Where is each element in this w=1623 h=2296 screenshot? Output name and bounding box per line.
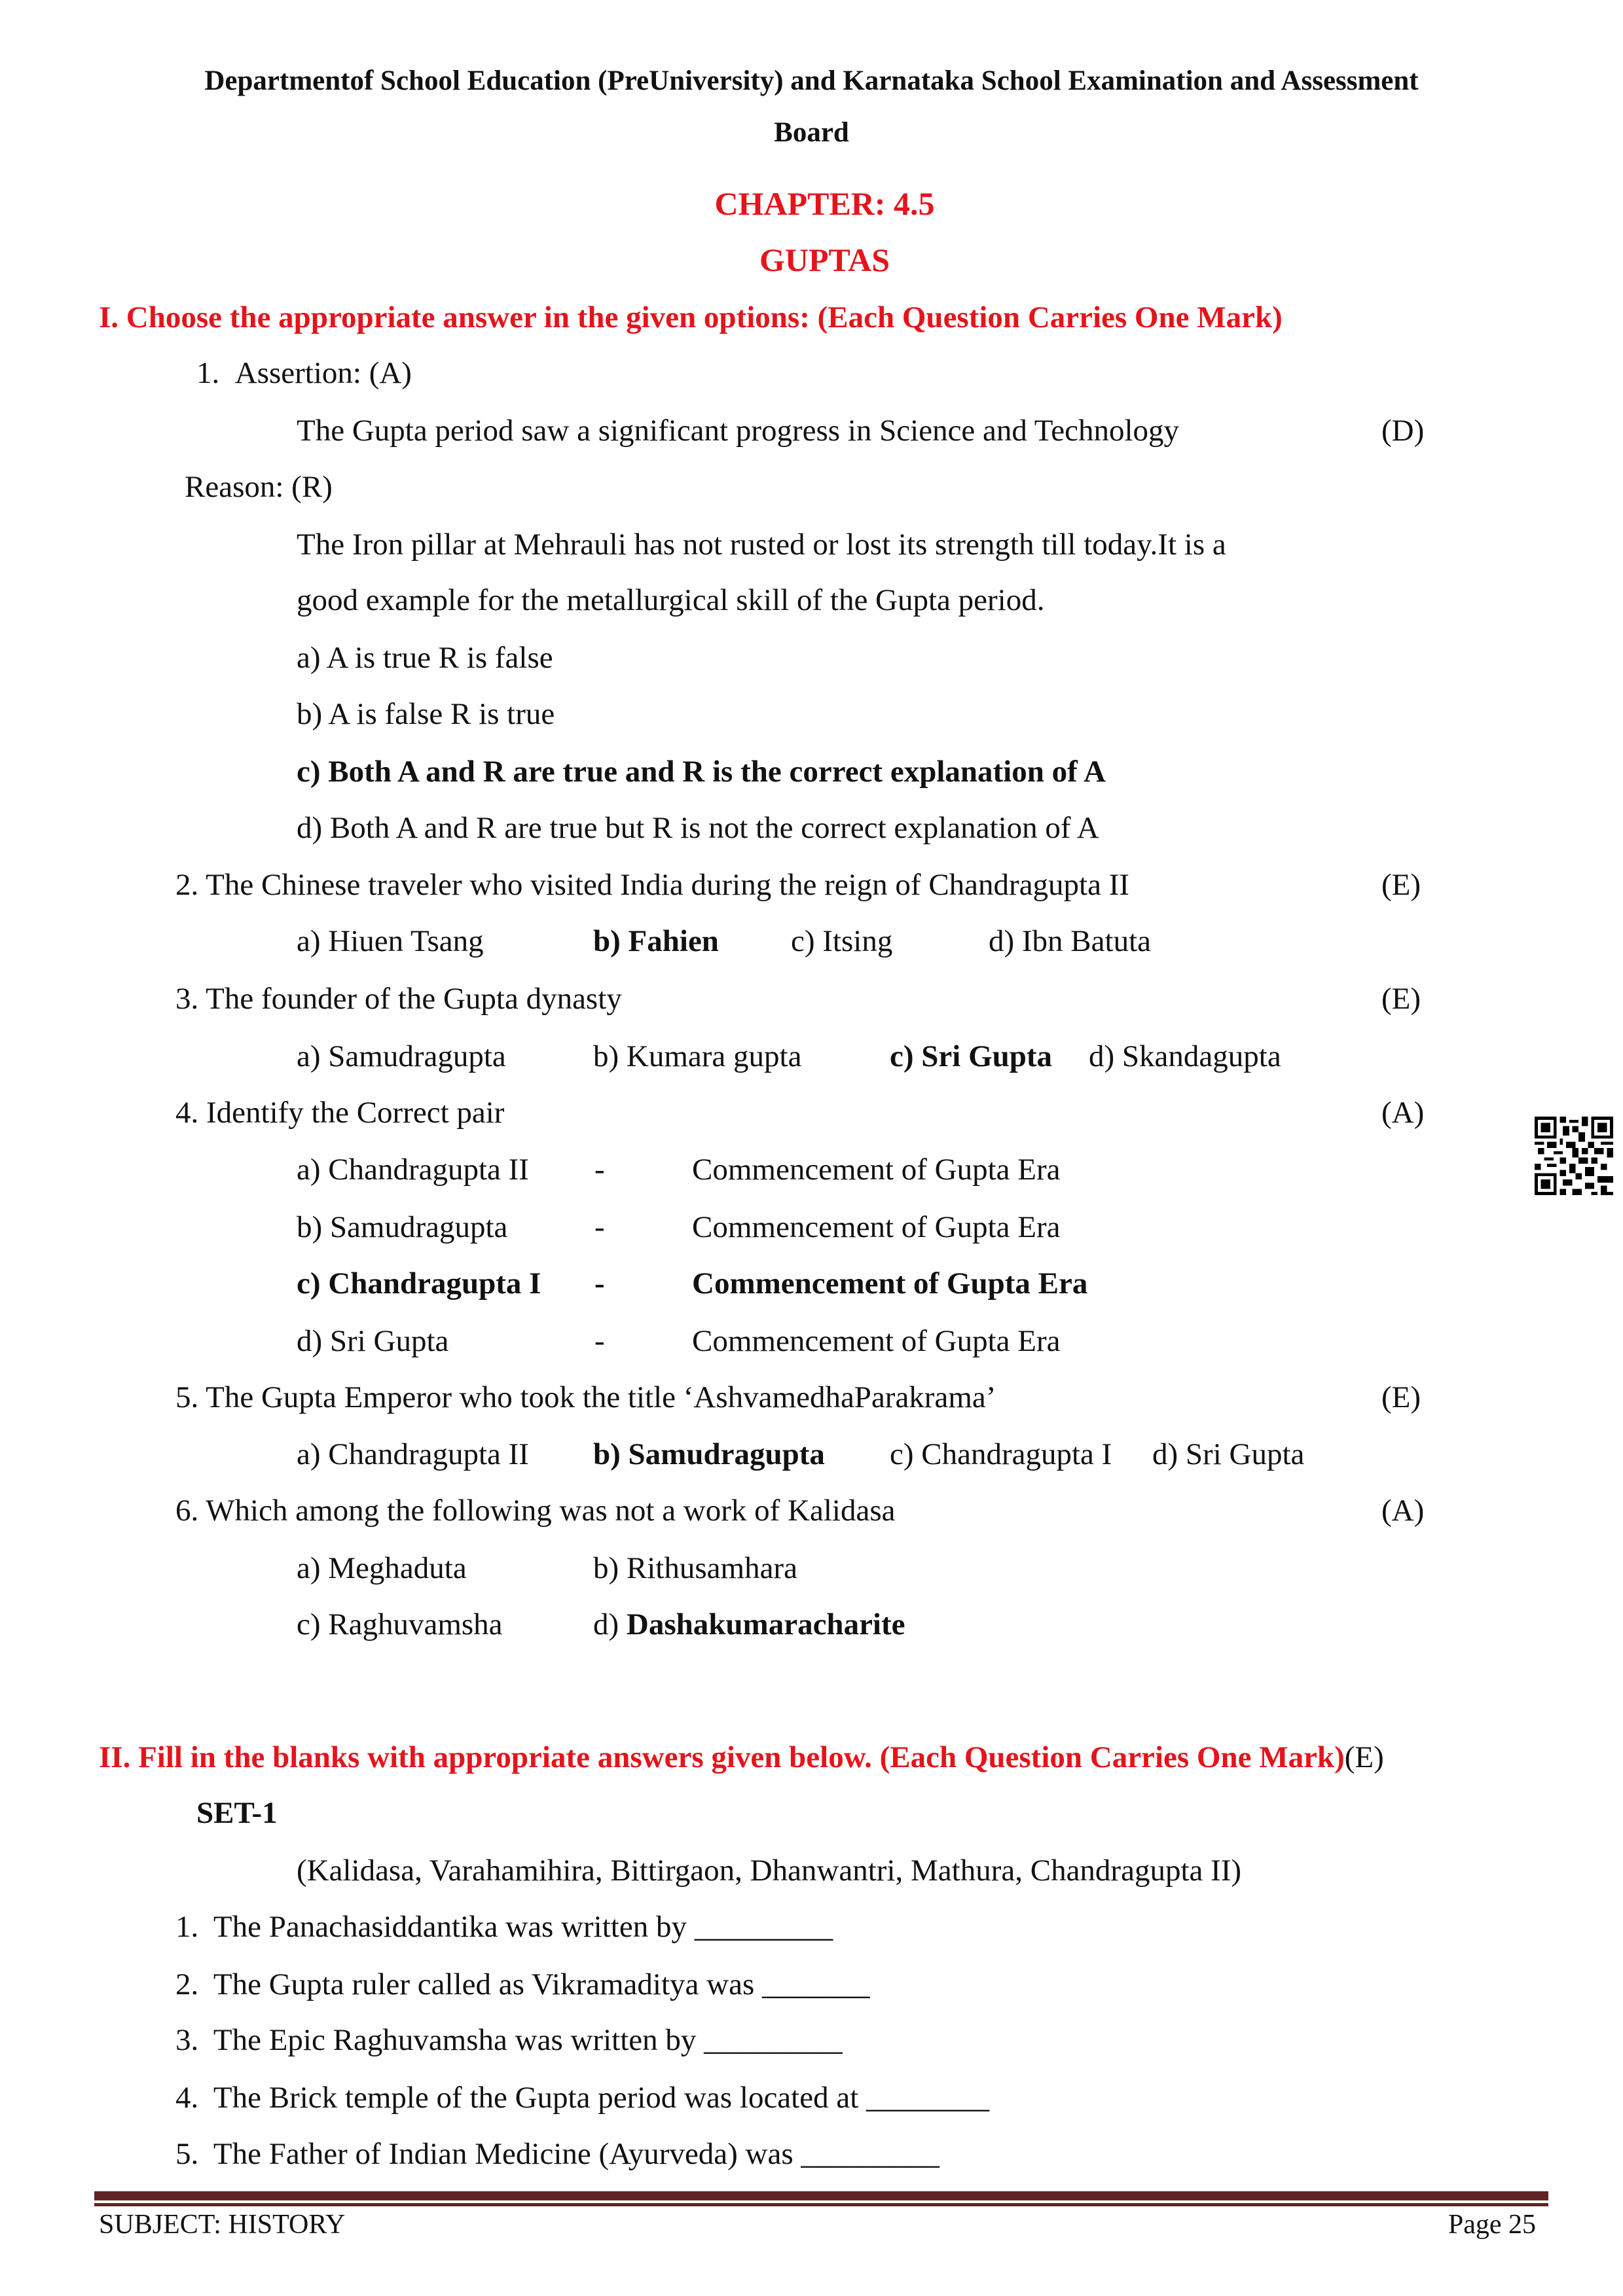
footer-subject: SUBJECT: HISTORY bbox=[99, 2210, 346, 2240]
fill-item-1 bbox=[175, 1907, 833, 1946]
q6-option-d bbox=[593, 1605, 905, 1644]
q5-option-a: a) Chandragupta II bbox=[297, 1437, 529, 1471]
q4-text: 4. Identify the Correct pair bbox=[175, 1096, 505, 1130]
footer-page-number: Page 25 bbox=[1448, 2210, 1536, 2240]
q1-level: (D) bbox=[1381, 414, 1425, 448]
q5-option-d: d) Sri Gupta bbox=[1152, 1437, 1305, 1471]
q2-option-c: c) Itsing bbox=[791, 924, 893, 958]
q4-pair-b-dash: - bbox=[594, 1210, 605, 1244]
fill-item-number: 4. bbox=[175, 2081, 199, 2115]
q6-option-d-answer: Dashakumaracharite bbox=[626, 1607, 905, 1641]
section-2-level: (E) bbox=[1344, 1740, 1384, 1774]
q2-option-b-answer: b) Fahien bbox=[593, 924, 719, 958]
q6-option-c: c) Raghuvamsha bbox=[297, 1607, 503, 1641]
q3-level: (E) bbox=[1381, 982, 1421, 1016]
q5-option-c: c) Chandragupta I bbox=[890, 1437, 1112, 1471]
q4-pair-d-dash: - bbox=[594, 1324, 605, 1358]
q2-option-a: a) Hiuen Tsang bbox=[297, 924, 484, 958]
q4-pair-a-dash: - bbox=[594, 1153, 605, 1187]
fill-item-number: 1. bbox=[175, 1910, 199, 1944]
section-1-heading: I. Choose the appropriate answer in the given options: (Each Question Carries One Mark) bbox=[99, 300, 1283, 334]
q3-option-d: d) Skandagupta bbox=[1089, 1039, 1281, 1073]
fill-item-3 bbox=[175, 2020, 843, 2060]
q4-pair-a-left: a) Chandragupta II bbox=[297, 1153, 529, 1187]
fill-item-text: The Panachasiddantika was written by _________ bbox=[213, 1910, 833, 1944]
fill-item-text: The Gupta ruler called as Vikramaditya was _______ bbox=[213, 1967, 870, 2001]
q5-level: (E) bbox=[1381, 1380, 1421, 1414]
q6-option-b: b) Rithusamhara bbox=[593, 1551, 797, 1585]
fill-item-5 bbox=[175, 2134, 939, 2174]
fill-item-text: The Epic Raghuvamsha was written by _________ bbox=[213, 2023, 843, 2057]
fill-item-number: 3. bbox=[175, 2023, 199, 2057]
q1-option-d: d) Both A and R are true but R is not the correct explanation of A bbox=[297, 811, 1099, 845]
fill-item-number: 2. bbox=[175, 1967, 199, 2001]
q5-text: 5. The Gupta Emperor who took the title ‘AshvamedhaParakrama’ bbox=[175, 1380, 996, 1414]
q4-pair-b-left: b) Samudragupta bbox=[297, 1210, 508, 1244]
fill-item-number: 5. bbox=[175, 2137, 199, 2171]
q2-text: 2. The Chinese traveler who visited India during the reign of Chandragupta II bbox=[175, 868, 1130, 902]
q1-reason-line1: The Iron pillar at Mehrauli has not rusted or lost its strength till today.It is a bbox=[297, 528, 1226, 562]
q1-label bbox=[196, 353, 412, 393]
q1-option-a: a) A is true R is false bbox=[297, 641, 553, 675]
q3-option-c-answer: c) Sri Gupta bbox=[890, 1039, 1053, 1073]
q4-pair-c-dash: - bbox=[594, 1266, 605, 1300]
q4-pair-c-right-answer: Commencement of Gupta Era bbox=[692, 1266, 1088, 1300]
board-header: Departmentof School Education (PreUniversity) and Karnataka School Examination and Assessment bbox=[204, 65, 1419, 96]
chapter-title: GUPTAS bbox=[759, 242, 890, 278]
q3-option-b: b) Kumara gupta bbox=[593, 1039, 802, 1073]
fill-item-4 bbox=[175, 2078, 989, 2117]
set-label: SET-1 bbox=[196, 1796, 278, 1830]
q4-pair-d-left: d) Sri Gupta bbox=[297, 1324, 449, 1358]
q1-option-c-answer: c) Both A and R are true and R is the correct explanation of A bbox=[297, 755, 1106, 789]
q3-text: 3. The founder of the Gupta dynasty bbox=[175, 982, 622, 1016]
q6-option-a: a) Meghaduta bbox=[297, 1551, 467, 1585]
q2-level: (E) bbox=[1381, 868, 1421, 902]
q1-number: 1. bbox=[196, 356, 220, 390]
q6-option-d-label: d) bbox=[593, 1607, 627, 1641]
q5-option-b-answer: b) Samudragupta bbox=[593, 1437, 825, 1471]
q1-reason-line2: good example for the metallurgical skill of the Gupta period. bbox=[297, 583, 1045, 617]
q1-assertion: The Gupta period saw a significant progress in Science and Technology bbox=[297, 414, 1180, 448]
q4-pair-d-right: Commencement of Gupta Era bbox=[692, 1324, 1061, 1358]
q4-level: (A) bbox=[1381, 1096, 1425, 1130]
q6-level: (A) bbox=[1381, 1494, 1425, 1528]
q1-assertion-label: Assertion: (A) bbox=[234, 356, 412, 390]
q1-reason-label: Reason: (R) bbox=[185, 470, 333, 504]
q2-option-d: d) Ibn Batuta bbox=[989, 924, 1151, 958]
footer-rule-thick bbox=[94, 2191, 1548, 2200]
section-2-heading bbox=[99, 1738, 1384, 1777]
q1-option-b: b) A is false R is true bbox=[297, 697, 555, 731]
board-header-line2: Board bbox=[774, 117, 849, 148]
q4-pair-b-right: Commencement of Gupta Era bbox=[692, 1210, 1061, 1244]
chapter-number: CHAPTER: 4.5 bbox=[714, 185, 935, 222]
fill-item-text: The Brick temple of the Gupta period was located at ________ bbox=[213, 2081, 990, 2115]
qr-code bbox=[1535, 1117, 1613, 1195]
fill-item-2 bbox=[175, 1965, 870, 2004]
section-2-heading-text: II. Fill in the blanks with appropriate answers given below. (Each Question Carries One Mark) bbox=[99, 1740, 1345, 1774]
q4-pair-a-right: Commencement of Gupta Era bbox=[692, 1153, 1061, 1187]
fill-item-text: The Father of Indian Medicine (Ayurveda) was _________ bbox=[213, 2137, 939, 2171]
q6-text: 6. Which among the following was not a work of Kalidasa bbox=[175, 1494, 896, 1528]
q3-option-a: a) Samudragupta bbox=[297, 1039, 506, 1073]
q4-pair-c-left-answer: c) Chandragupta I bbox=[297, 1266, 541, 1300]
answer-choices: (Kalidasa, Varahamihira, Bittirgaon, Dhanwantri, Mathura, Chandragupta II) bbox=[297, 1854, 1242, 1888]
